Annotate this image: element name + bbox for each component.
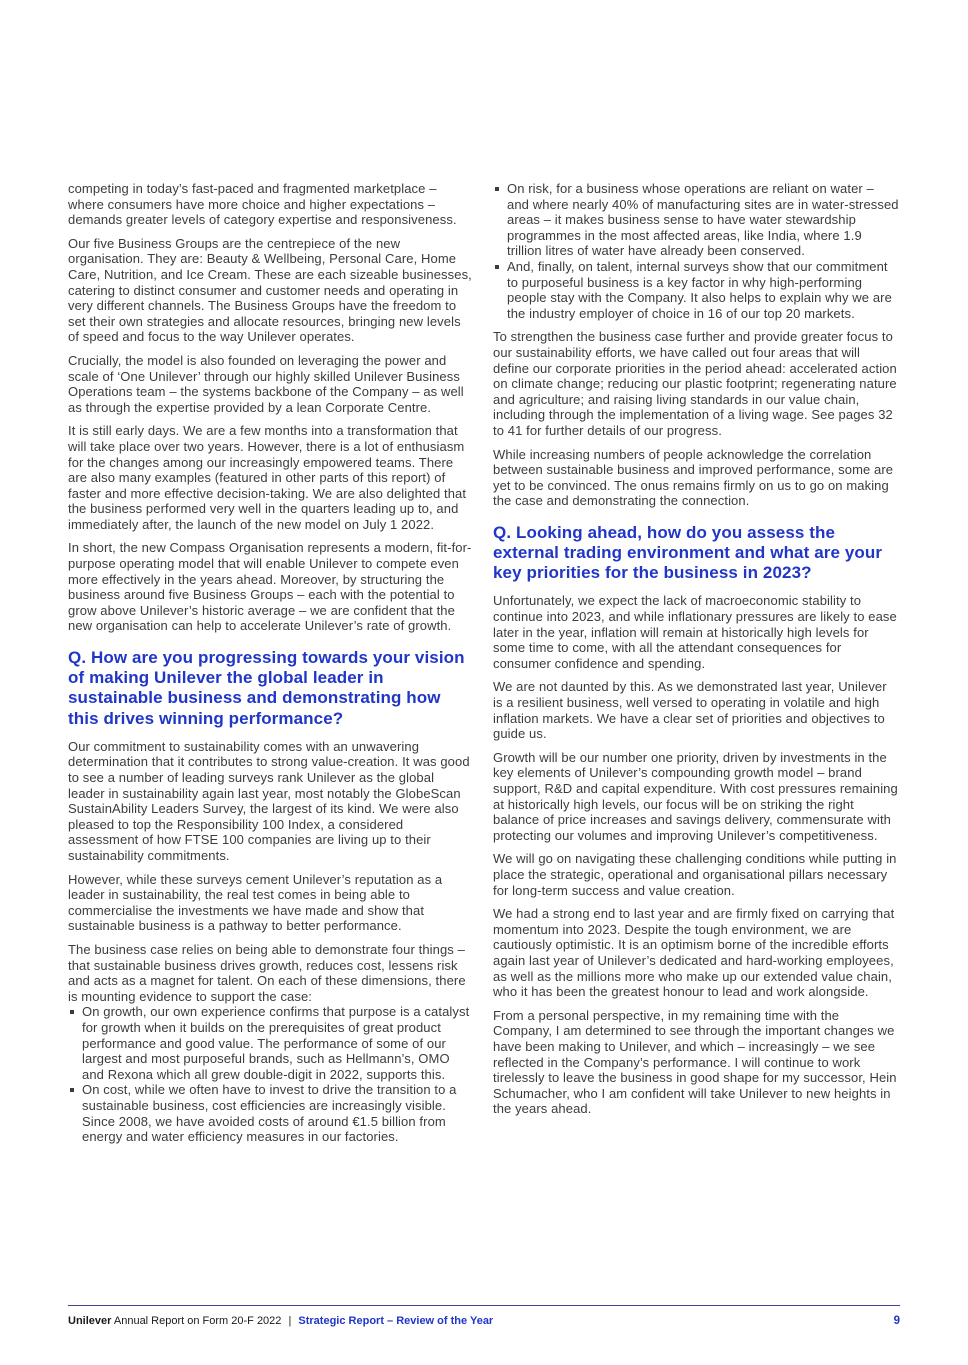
paragraph: In short, the new Compass Organisation represents a modern, fit-for-purpose operating model that will enable Unilever to compete even more effectively in the years ahead. Moreover, by structuring the business around five Business Groups – each with the potential to grow above Unilever’s historic average – we are confident that the new organisation can help to accelerate Unilever’s rate of growth. — [68, 540, 472, 634]
paragraph: Unfortunately, we expect the lack of macroeconomic stability to continue into 2023, and while inflationary pressures are likely to ease later in the year, inflation will remain at historically high levels for some time to come, with all the attendant consequences for consumer confidence and spending. — [493, 593, 897, 671]
bullet-item: On growth, our own experience confirms that purpose is a catalyst for growth when it builds on the prerequisites of great product performance and good value. The performance of some of our largest and most purposeful brands, such as Hellmann’s, OMO and Rexona which all grew double-digit in 2022, supports this. — [68, 1004, 474, 1082]
paragraph: We had a strong end to last year and are firmly fixed on carrying that momentum into 2023. Despite the tough environment, we are cautiously optimistic. It is an optimism borne of the incredible efforts again last year of Unilever’s dedicated and hard-working employees, as well as the millions more who make up our extended value chain, who it has been the greatest honour to lead and work alongside. — [493, 906, 895, 1000]
footer-report-title: Annual Report on Form 20-F 2022 — [113, 1315, 282, 1327]
footer-left — [68, 1315, 493, 1327]
left-column — [68, 181, 474, 1153]
bullet-item: And, finally, on talent, internal surveys show that our commitment to purposeful business is a key factor in why high-performing people stay with the Company. It also helps to explain why we are the industry employer of choice in 16 of our top 20 markets. — [493, 259, 899, 321]
paragraph: To strengthen the business case further and provide greater focus to our sustainability efforts, we have called out four areas that will define our corporate priorities in the period ahead: accelerated action on climate change; reducing our plastic footprint; regenerating nature and agriculture; and raising living standards in our value chain, including through the implementation of a living wage. See pages 32 to 41 for further details of our progress. — [493, 329, 897, 438]
footer-row — [68, 1315, 900, 1327]
page-footer — [68, 1305, 900, 1327]
question-heading-outlook: Q. Looking ahead, how do you assess the external trading environment and what are your key priorities for the business in 2023? — [493, 522, 883, 583]
footer-section-label: Strategic Report – Review of the Year — [298, 1315, 494, 1327]
bullet-list — [68, 1004, 474, 1144]
footer-separator: | — [288, 1315, 292, 1327]
paragraph: However, while these surveys cement Unilever’s reputation as a leader in sustainability, the real test comes in being able to commercialise the investments we have made and show that sustainable business is a pathway to better performance. — [68, 871, 443, 934]
paragraph: Growth will be our number one priority, driven by investments in the key elements of Unilever’s compounding growth model – brand support, R&D and capital expenditure. With cost pressures remaining at historically high levels, our focus will be on striking the right balance of price increases and savings delivery, commensurate with protecting our volumes and improving Unilever’s competitiveness. — [493, 749, 898, 843]
footer-brand: Unilever — [68, 1315, 112, 1327]
right-column — [493, 181, 899, 1153]
page-content — [68, 181, 900, 1153]
paragraph: We will go on navigating these challenging conditions while putting in place the strategic, operational and organisational pillars necessary for long-term success and value creation. — [493, 851, 897, 898]
paragraph: While increasing numbers of people acknowledge the correlation between sustainable business and improved performance, some are yet to be convinced. The onus remains firmly on us to go on making the case and demonstrating the connection. — [493, 446, 894, 509]
paragraph: Crucially, the model is also founded on leveraging the power and scale of ‘One Unilever’ through our highly skilled Unilever Business Operations team – the systems backbone of the Company – as well as through the expertise provided by a lean Corporate Centre. — [68, 352, 464, 415]
bullet-item: On risk, for a business whose operations are reliant on water – and where nearly 40% of manufacturing sites are in water-stressed areas – it makes business sense to have water stewardship programmes in the most affected areas, like India, where 1.9 trillion litres of water have already been conserved. — [493, 181, 899, 259]
paragraph: Our five Business Groups are the centrepiece of the new organisation. They are: Beauty & Wellbeing, Personal Care, Home Care, Nutrition, and Ice Cream. These are each sizeable businesses, catering to distinct consumer and customer needs and operating in very different channels. The Business Groups have the freedom to set their own strategies and allocate resources, bringing new levels of speed and focus to the way Unilever operates. — [68, 235, 472, 345]
paragraph: Our commitment to sustainability comes with an unwavering determination that it contributes to strong value-creation. It was good to see a number of leading surveys rank Unilever as the global leader in sustainability again last year, most notably the GlobeScan SustainAbility Leaders Survey, the largest of its kind. We were also pleased to top the Responsibility 100 Index, a considered assessment of how FTSE 100 companies are living up to their sustainability commitments. — [68, 738, 470, 863]
paragraph: We are not daunted by this. As we demonstrated last year, Unilever is a resilient business, well versed to operating in volatile and high inflation markets. We have a clear set of priorities and objectives to guide us. — [493, 679, 887, 742]
paragraph: It is still early days. We are a few months into a transformation that will take place over two years. However, there is a lot of enthusiasm for the changes among our increasingly empowered teams. There are also many examples (featured in other parts of this report) of faster and more effective decision-taking. We are also delighted that the business performed very well in the quarters leading up to, and immediately after, the launch of the new model on July 1 2022. — [68, 423, 467, 532]
bullet-list — [493, 181, 899, 321]
question-heading-sustainability: Q. How are you progressing towards your vision of making Unilever the global leader in sustainable business and demonstrating how this drives winning performance? — [68, 648, 465, 728]
paragraph: competing in today’s fast-paced and fragmented marketplace – where consumers have more choice and higher expectations – demands greater levels of category expertise and responsiveness. — [68, 181, 457, 228]
paragraph: From a personal perspective, in my remaining time with the Company, I am determined to see through the important changes we have been making to Unilever, and which – increasingly – we see reflected in the Company’s performance. I will continue to work tirelessly to leave the business in good shape for my successor, Hein Schumacher, who I am confident will take Unilever to new heights in the years ahead. — [493, 1007, 897, 1117]
page-number: 9 — [893, 1315, 900, 1327]
bullet-item: On cost, while we often have to invest to drive the transition to a sustainable business, cost efficiencies are increasingly visible. Since 2008, we have avoided costs of around €1.5 billion from energy and water efficiency measures in our factories. — [68, 1082, 474, 1144]
paragraph: The business case relies on being able to demonstrate four things – that sustainable business drives growth, reduces cost, lessens risk and acts as a magnet for talent. On each of these dimensions, there is mounting evidence to support the case: — [68, 941, 466, 1004]
